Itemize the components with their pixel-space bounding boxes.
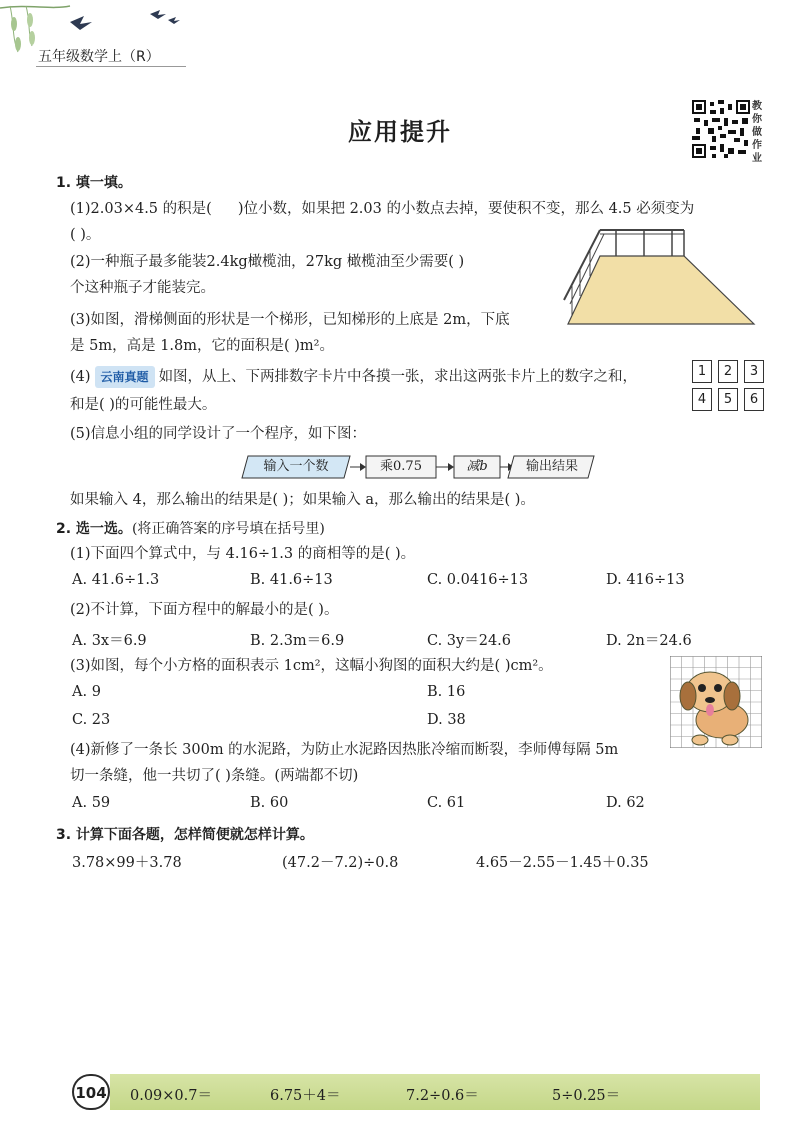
s1-q3-line2: 是 5m，高是 1.8m，它的面积是( )m²。 [70,338,334,354]
number-card-bottom-6: 6 [744,388,764,411]
page-number-badge: 104 [72,1074,110,1110]
s1-q3-line1: (3)如图，滑梯侧面的形状是一个梯形，已知梯形的上底是 2m，下底 [70,312,510,328]
s2-q2-option-b: B. 2.3m＝6.9 [250,633,345,649]
flow-node-input: 输入一个数 [263,459,329,474]
footer-calc-3: 7.2÷0.6＝ [406,1088,479,1104]
s2-q3-option-c: C. 23 [72,712,111,728]
footer-calc-1: 0.09×0.7＝ [130,1088,212,1104]
s2-q4-option-c: C. 61 [427,795,466,811]
number-card-bottom-5: 5 [718,388,738,411]
s2-q4-option-a: A. 59 [72,795,111,811]
s2-q1-option-a: A. 41.6÷1.3 [72,572,160,588]
s3-item-3: 4.65－2.55－1.45＋0.35 [476,855,649,871]
footer-calc-4: 5÷0.25＝ [552,1088,621,1104]
section3-title: 3. 计算下面各题，怎样简便就怎样计算。 [56,827,314,843]
s2-q1-option-c: C. 0.0416÷13 [427,572,529,588]
s2-q1-option-b: B. 41.6÷13 [250,572,333,588]
s2-q1-stem: (1)下面四个算式中，与 4.16÷1.3 的商相等的是( )。 [70,546,416,562]
number-card-top-2: 2 [718,360,738,383]
s2-q3-option-d: D. 38 [427,712,466,728]
s2-q4-option-b: B. 60 [250,795,289,811]
flow-node-multiply: 乘0.75 [380,459,422,474]
number-card-top-1: 1 [692,360,712,383]
s2-q3-option-b: B. 16 [427,684,466,700]
qr-caption: 教你做作业 [752,101,762,164]
s1-q5-line1: (5)信息小组的同学设计了一个程序，如下图： [70,426,367,442]
puppy-grid-illustration [670,656,762,748]
s2-q2-option-c: C. 3y＝24.6 [427,633,511,649]
slide-illustration [560,222,772,330]
s1-q4-line2: 和是( )的可能性最大。 [70,397,217,413]
s3-item-1: 3.78×99＋3.78 [72,855,182,871]
s1-q2-line1: (2)一种瓶子最多能装2.4kg橄榄油，27kg 橄榄油至少需要( ) [70,254,465,270]
section1-title: 1. 填一填。 [56,175,132,191]
s2-q4-line1: (4)新修了一条长 300m 的水泥路，为防止水泥路因热胀冷缩而断裂，李师傅每隔 5m [70,742,619,758]
s1-q5-line2: 如果输入 4，那么输出的结果是( )；如果输入 a，那么输出的结果是( )。 [70,492,535,508]
s2-q2-option-a: A. 3x＝6.9 [72,633,147,649]
yunnan-exam-badge: 云南真题 [95,366,155,388]
book-header-label: 五年级数学上（R） [38,49,160,65]
s2-q2-option-d: D. 2n＝24.6 [606,633,692,649]
s1-q1-line1: (1)2.03×4.5 的积是( )位小数，如果把 2.03 的小数点去掉，要使积不变，那么 4.5 必须变为 [70,201,695,217]
footer-calc-2: 6.75＋4＝ [270,1088,341,1104]
s3-item-2: (47.2－7.2)÷0.8 [282,855,399,871]
number-card-top-3: 3 [744,360,764,383]
flow-node-subtract: 减b [466,459,488,474]
section2-title: 2. 选一选。(将正确答案的序号填在括号里) [56,521,325,537]
s2-q4-option-d: D. 62 [606,795,645,811]
s2-q2-stem: (2)不计算，下面方程中的解最小的是( )。 [70,602,339,618]
s2-q3-stem: (3)如图，每个小方格的面积表示 1cm²，这幅小狗图的面积大约是( )cm²。 [70,658,553,674]
s2-q4-line2: 切一条缝，他一共切了( )条缝。(两端都不切) [70,768,359,784]
page-title: 应用提升 [348,118,452,146]
flow-node-output: 输出结果 [525,459,578,474]
s1-q1-line2: ( )。 [70,227,101,243]
s2-q3-option-a: A. 9 [72,684,101,700]
swallow-icon [70,16,92,30]
s2-q1-option-d: D. 416÷13 [606,572,685,588]
s1-q2-line2: 个这种瓶子才能装完。 [70,280,215,296]
header-underline [36,66,186,67]
qr-code-icon[interactable] [692,100,750,158]
number-card-bottom-4: 4 [692,388,712,411]
s1-q4-line1: (4) 云南真题 如图，从上、下两排数字卡片中各摸一张，求出这两张卡片上的数字之和， [70,366,637,388]
